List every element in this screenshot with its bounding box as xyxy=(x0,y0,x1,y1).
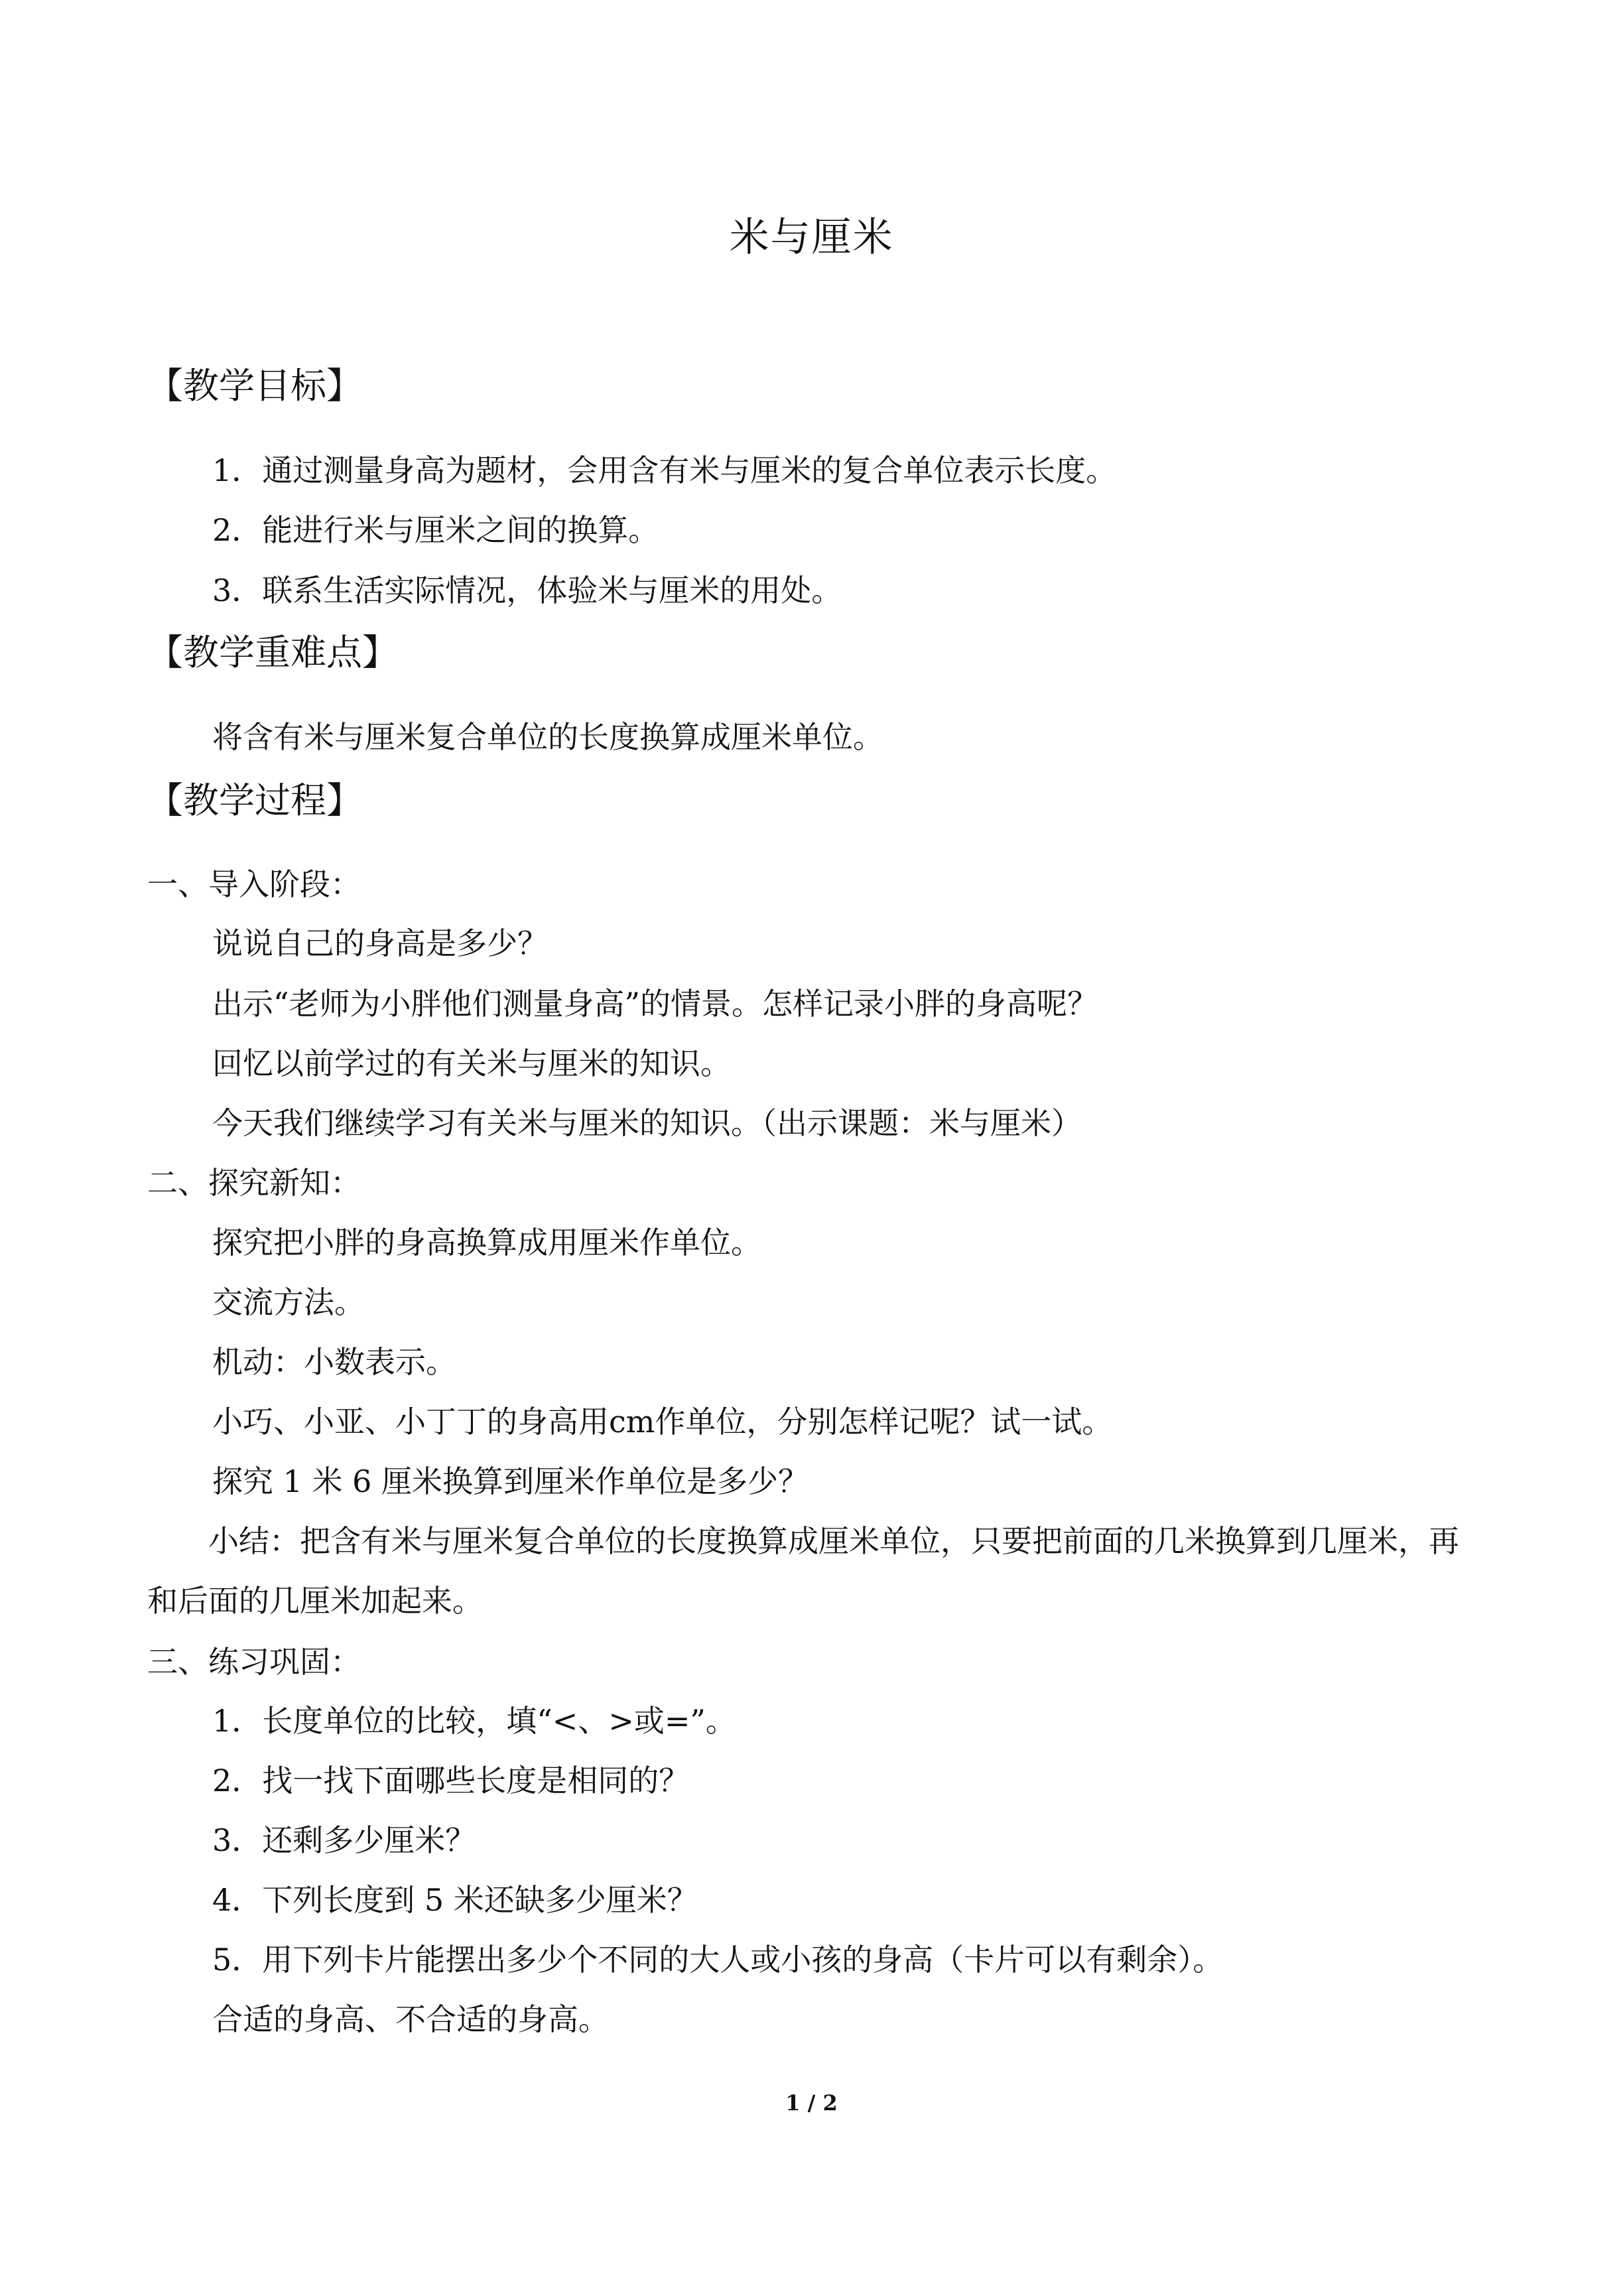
process-part3-line-4: 4．下列长度到 5 米还缺多少厘米？ xyxy=(212,1882,698,1918)
process-part2-line-1: 探究把小胖的身高换算成用厘米作单位。 xyxy=(212,1225,761,1260)
process-part2-line-3: 机动：小数表示。 xyxy=(212,1344,456,1380)
process-part3-line-3: 3．还剩多少厘米？ xyxy=(212,1822,476,1858)
section-heading-key-points: 【教学重难点】 xyxy=(147,632,398,673)
process-part3-line-1: 1．长度单位的比较，填“<、>或=”。 xyxy=(212,1703,736,1739)
section-heading-objectives: 【教学目标】 xyxy=(147,365,362,407)
process-part3-line-5: 5．用下列卡片能摆出多少个不同的大人或小孩的身高（卡片可以有剩余）。 xyxy=(212,1942,1224,1978)
process-part2-summary: 小结：把含有米与厘米复合单位的长度换算成厘米单位，只要把前面的几米换算到几厘米，再和后面的几厘米加起来。 xyxy=(147,1523,1459,1619)
objective-item-2: 2．能进行米与厘米之间的换算。 xyxy=(212,512,659,548)
process-part1-line-2: 出示“老师为小胖他们测量身高”的情景。怎样记录小胖的身高呢？ xyxy=(212,986,1098,1022)
process-part3-line-6: 合适的身高、不合适的身高。 xyxy=(212,2001,609,2037)
objective-item-1: 1．通过测量身高为题材，会用含有米与厘米的复合单位表示长度。 xyxy=(212,452,1117,488)
key-points-text: 将含有米与厘米复合单位的长度换算成厘米单位。 xyxy=(212,719,883,755)
document-title: 米与厘米 xyxy=(729,214,894,261)
process-part2-line-2: 交流方法。 xyxy=(212,1284,365,1320)
process-part1-line-4: 今天我们继续学习有关米与厘米的知识。（出示课题：米与厘米） xyxy=(212,1105,1082,1141)
process-part2-line-5: 探究 1 米 6 厘米换算到厘米作单位是多少？ xyxy=(212,1463,809,1499)
process-part3-heading: 三、练习巩固： xyxy=(147,1644,361,1680)
process-part1-line-1: 说说自己的身高是多少？ xyxy=(212,925,548,961)
section-heading-process: 【教学过程】 xyxy=(147,779,362,821)
process-part2-line-4: 小巧、小亚、小丁丁的身高用cm作单位，分别怎样记呢？试一试。 xyxy=(212,1404,1113,1440)
process-part1-line-3: 回忆以前学过的有关米与厘米的知识。 xyxy=(212,1046,731,1081)
objective-item-3: 3．联系生活实际情况，体验米与厘米的用处。 xyxy=(212,573,842,608)
process-part2-heading: 二、探究新知： xyxy=(147,1165,361,1201)
process-part1-heading: 一、导入阶段： xyxy=(147,866,361,902)
process-part3-line-2: 2．找一找下面哪些长度是相同的？ xyxy=(212,1763,690,1798)
page-number: 1 / 2 xyxy=(785,2090,838,2116)
